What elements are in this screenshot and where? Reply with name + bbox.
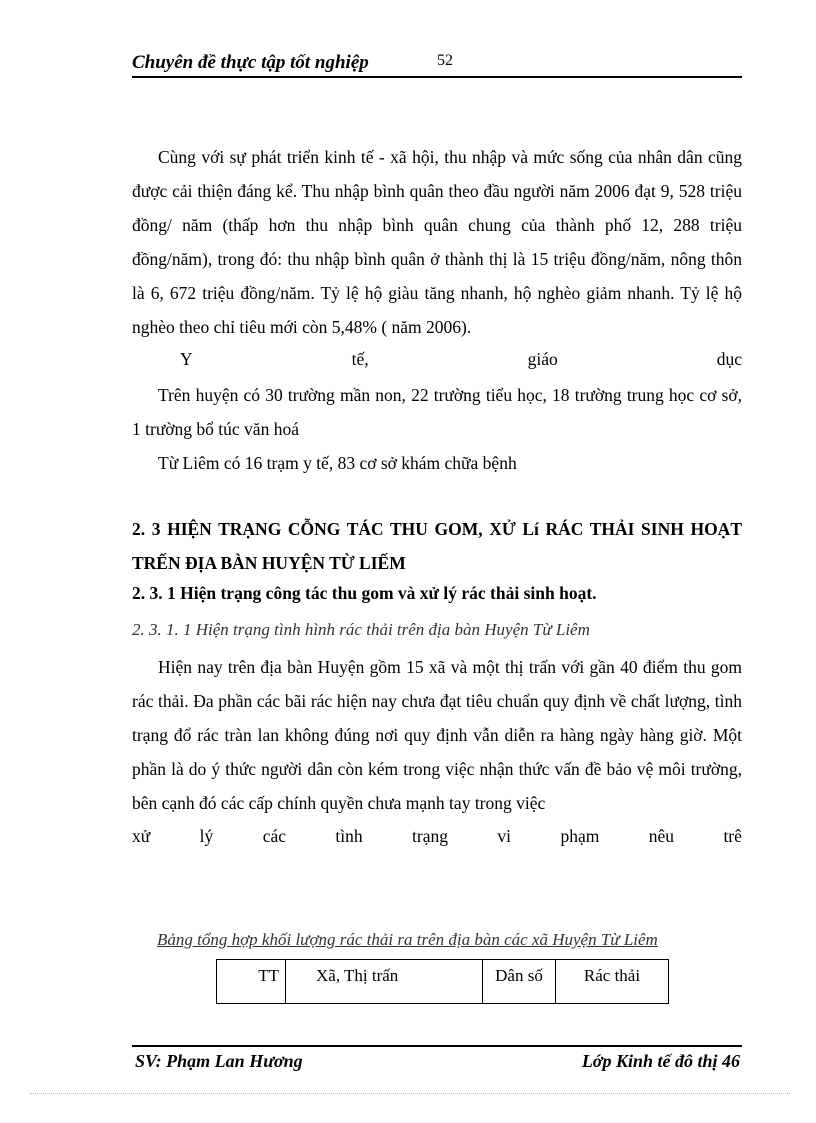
table-header-row <box>217 960 669 1004</box>
page-header <box>132 52 742 78</box>
page-edge <box>30 1093 790 1094</box>
footer-student: SV: Phạm Lan Hương <box>135 1051 303 1071</box>
header-title: Chuyên đề thực tập tốt nghiệp <box>132 52 369 73</box>
paragraph-waste: Hiện nay trên địa bàn Huyện gồm 15 xã và một thị trấn với gần 40 điểm thu gom rác thải. Đa phần các bãi rác hiện nay chưa đạt tiêu chuẩn quy định về chất lượng, tình trạng đổ rác tràn lan không đúng nơi quy định vẫn diễn ra hàng ngày hàng giờ. Một phần là do ý thức người dân còn kém trong việc nhận thức vấn đề bảo vệ môi trường, bên cạnh đó các cấp chính quyền chưa mạnh tay trong việc <box>132 657 742 813</box>
paragraph-waste-last-line: xử lý các tình trạng vi phạm nêu trê <box>132 826 742 846</box>
section-heading-2-3-1: 2. 3. 1 Hiện trạng công tác thu gom và xử lý rác thải sinh hoạt. <box>132 583 597 603</box>
column-header-tt: TT <box>217 960 286 1004</box>
column-header-waste: Rác thải <box>556 960 669 1004</box>
table-caption: Bảng tổng hợp khối lượng rác thải ra trên địa bàn các xã Huyện Từ Liêm <box>157 930 658 949</box>
paragraph-health: Từ Liêm có 16 trạm y tế, 83 cơ sở khám chữa bệnh <box>158 453 517 473</box>
paragraph-schools: Trên huyện có 30 trường mần non, 22 trường tiểu học, 18 trường trung học cơ sở, 1 trường bổ túc văn hoá <box>132 385 742 439</box>
header-rule <box>132 76 742 78</box>
health-education-line: Y tế, giáo dục <box>180 349 742 369</box>
section-heading-2-3: 2. 3 HIỆN TRẠNG CỖNG TÁC THU GOM, XỬ Lí RÁC THẢI SINH HOẠT TRẾN ĐỊA BÀN HUYỆN TỪ LIẾM <box>132 519 742 573</box>
column-header-commune: Xã, Thị trấn <box>286 960 483 1004</box>
footer-rule <box>132 1045 742 1047</box>
footer-class: Lớp Kinh tế đô thị 46 <box>581 1051 740 1071</box>
waste-table <box>216 959 669 1004</box>
column-header-population: Dân số <box>483 960 556 1004</box>
page-number: 52 <box>437 52 453 69</box>
paragraph-income: Cùng với sự phát triển kinh tế - xã hội, thu nhập và mức sống của nhân dân cũng được cải thiện đáng kể. Thu nhập bình quân theo đầu người năm 2006 đạt 9, 528 triệu đồng/ năm (thấp hơn thu nhập bình quân chung của thành phố 12, 288 triệu đồng/năm), trong đó: thu nhập bình quân ở thành thị là 15 triệu đồng/năm, nông thôn là 6, 672 triệu đồng/năm. Tỷ lệ hộ giàu tăng nhanh, hộ nghèo giảm nhanh. Tỷ lệ hộ nghèo theo chỉ tiêu mới còn 5,48% ( năm 2006). <box>132 147 742 337</box>
section-heading-2-3-1-1: 2. 3. 1. 1 Hiện trạng tình hình rác thải trên địa bàn Huyện Từ Liêm <box>132 620 590 639</box>
